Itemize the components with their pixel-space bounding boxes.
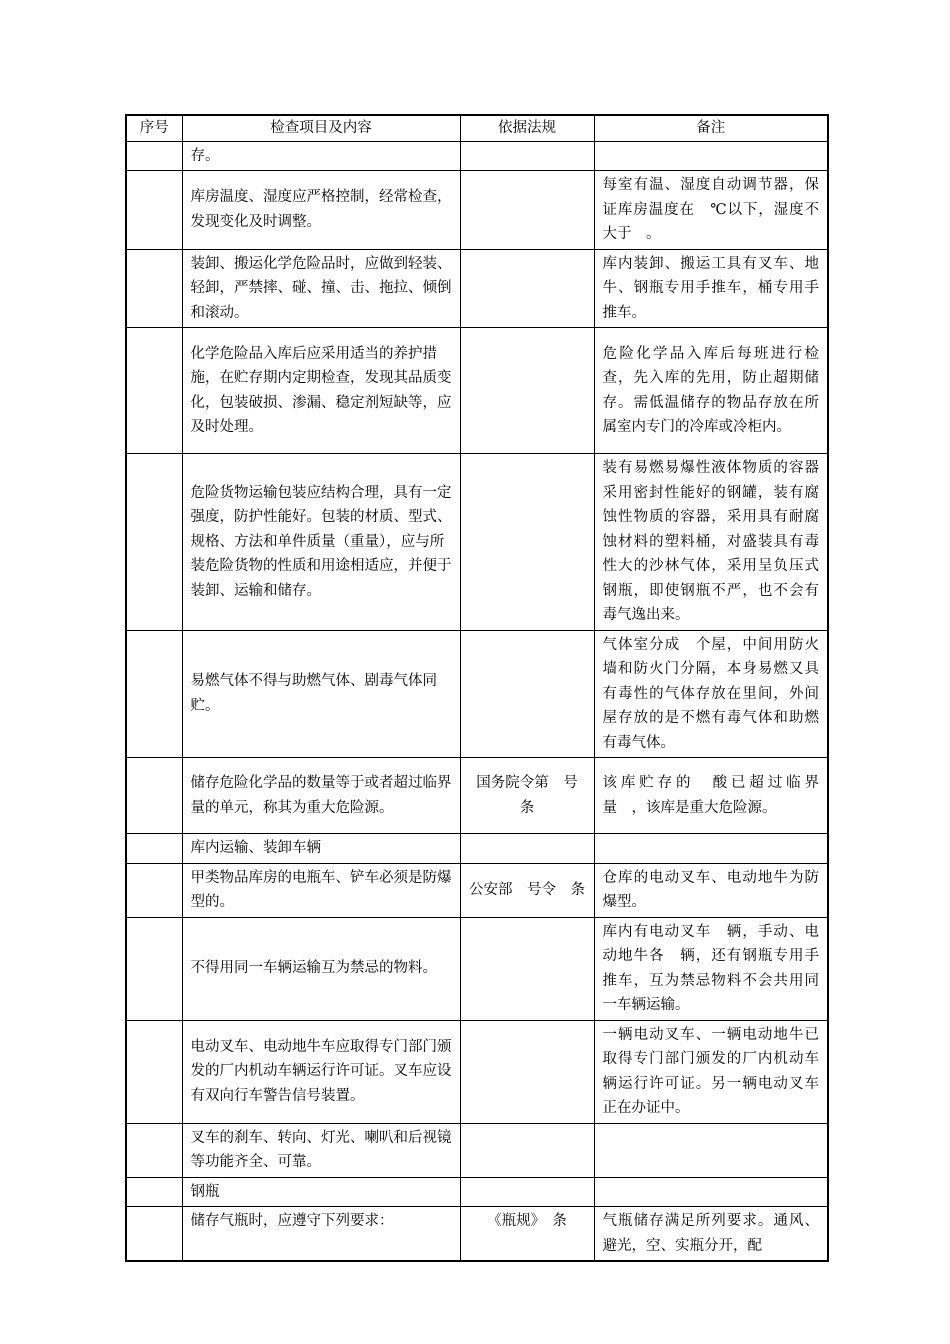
row-note: 库内装卸、搬运工具有叉车、地牛、钢瓶专用手推车，桶专用手推车。 <box>594 249 828 328</box>
row-note: 气瓶储存满足所列要求。通风、避光，空、实瓶分开，配 <box>594 1207 828 1262</box>
table-row <box>126 141 828 171</box>
row-item: 储存危险化学品的数量等于或者超过临界量的单元，称其为重大危险源。 <box>182 758 460 834</box>
row-item: 危险货物运输包装应结构合理，具有一定强度，防护性能好。包装的材质、型式、规格、方法和单件质量（重量），应与所装危险货物的性质和用途相适应，并便于装卸、运输和储存。 <box>182 454 460 631</box>
row-item: 储存气瓶时，应遵守下列要求： <box>182 1207 460 1262</box>
row-note: 气体室分成 个屋，中间用防火墙和防火门分隔，本身易燃又具有毒性的气体存放在里间，外间屋存放的是不燃有毒气体和助燃有毒气体。 <box>594 630 828 758</box>
row-seq <box>126 630 182 758</box>
row-seq <box>126 917 182 1020</box>
row-note: 该库贮存的 酸已超过临界量 ，该库是重大危险源。 <box>594 758 828 834</box>
table-row <box>126 917 828 1020</box>
table-header-row <box>126 115 828 141</box>
row-item: 库房温度、湿度应严格控制，经常检查，发现变化及时调整。 <box>182 171 460 250</box>
row-law <box>460 141 594 171</box>
row-law <box>460 1123 594 1177</box>
row-seq <box>126 834 182 864</box>
table-row <box>126 630 828 758</box>
row-item: 库内运输、装卸车辆 <box>182 834 460 864</box>
row-seq <box>126 1207 182 1262</box>
row-seq <box>126 863 182 917</box>
table-row <box>126 1177 828 1207</box>
row-law <box>460 630 594 758</box>
row-law <box>460 328 594 454</box>
table-row <box>126 171 828 250</box>
row-law: 国务院令第 号 条 <box>460 758 594 834</box>
row-note: 装有易燃易爆性液体物质的容器采用密封性能好的钢罐，装有腐蚀性物质的容器，采用具有耐腐蚀材料的塑料桶，对盛装具有毒性大的沙林气体，采用呈负压式钢瓶，即使钢瓶不严，也不会有毒气逸出来。 <box>594 454 828 631</box>
row-law <box>460 249 594 328</box>
row-item: 易燃气体不得与助燃气体、剧毒气体同贮。 <box>182 630 460 758</box>
header-seq: 序号 <box>126 115 182 141</box>
row-item: 装卸、搬运化学危险品时，应做到轻装、轻卸，严禁摔、碰、撞、击、拖拉、倾倒和滚动。 <box>182 249 460 328</box>
row-note: 仓库的电动叉车、电动地牛为防爆型。 <box>594 863 828 917</box>
table-row <box>126 1207 828 1262</box>
row-seq <box>126 249 182 328</box>
row-seq <box>126 1020 182 1123</box>
table-row <box>126 1123 828 1177</box>
row-item: 叉车的刹车、转向、灯光、喇叭和后视镜等功能齐全、可靠。 <box>182 1123 460 1177</box>
row-law <box>460 1177 594 1207</box>
table-row <box>126 1020 828 1123</box>
inspection-table <box>125 114 829 1262</box>
row-item: 电动叉车、电动地牛车应取得专门部门颁发的厂内机动车辆运行许可证。叉车应设有双向行车警告信号装置。 <box>182 1020 460 1123</box>
row-note: 危险化学品入库后每班进行检查，先入库的先用，防止超期储存。需低温储存的物品存放在所属室内专门的冷库或冷柜内。 <box>594 328 828 454</box>
row-note <box>594 141 828 171</box>
row-note <box>594 1177 828 1207</box>
row-item: 化学危险品入库后应采用适当的养护措施，在贮存期内定期检查，发现其品质变化，包装破损、渗漏、稳定剂短缺等，应及时处理。 <box>182 328 460 454</box>
row-item: 钢瓶 <box>182 1177 460 1207</box>
row-seq <box>126 1123 182 1177</box>
row-law <box>460 1020 594 1123</box>
row-seq <box>126 758 182 834</box>
row-item: 不得用同一车辆运输互为禁忌的物料。 <box>182 917 460 1020</box>
row-note: 每室有温、湿度自动调节器，保证库房温度在 ℃以下，湿度不大于 。 <box>594 171 828 250</box>
row-law <box>460 171 594 250</box>
header-item: 检查项目及内容 <box>182 115 460 141</box>
row-item: 甲类物品库房的电瓶车、铲车必须是防爆型的。 <box>182 863 460 917</box>
row-seq <box>126 454 182 631</box>
row-law <box>460 454 594 631</box>
header-note: 备注 <box>594 115 828 141</box>
row-law <box>460 834 594 864</box>
row-law: 公安部 号令 条 <box>460 863 594 917</box>
table-row <box>126 454 828 631</box>
row-seq <box>126 1177 182 1207</box>
row-law <box>460 917 594 1020</box>
table-row <box>126 834 828 864</box>
header-law: 依据法规 <box>460 115 594 141</box>
table-row <box>126 758 828 834</box>
row-seq <box>126 171 182 250</box>
row-item: 存。 <box>182 141 460 171</box>
table-row <box>126 863 828 917</box>
row-law: 《瓶规》 条 <box>460 1207 594 1262</box>
row-seq <box>126 141 182 171</box>
row-note: 一辆电动叉车、一辆电动地牛已取得专门部门颁发的厂内机动车辆运行许可证。另一辆电动叉车正在办证中。 <box>594 1020 828 1123</box>
row-note <box>594 1123 828 1177</box>
row-note <box>594 834 828 864</box>
row-seq <box>126 328 182 454</box>
table-row <box>126 328 828 454</box>
row-note: 库内有电动叉车 辆，手动、电动地牛各 辆，还有钢瓶专用手推车，互为禁忌物料不会共用同一车辆运输。 <box>594 917 828 1020</box>
table-row <box>126 249 828 328</box>
